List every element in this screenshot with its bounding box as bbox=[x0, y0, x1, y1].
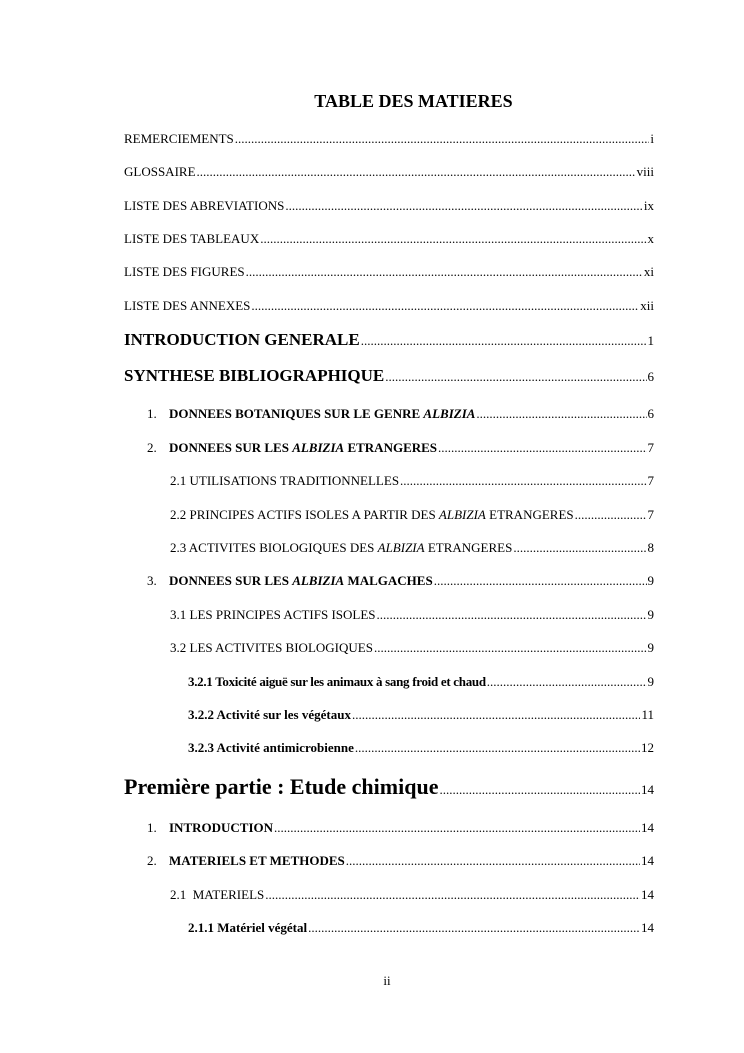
label-italic-part: ALBIZIA bbox=[377, 540, 425, 555]
toc-entry-introduction[interactable] bbox=[147, 820, 654, 836]
label-italic-part: ALBIZIA bbox=[292, 573, 345, 588]
dot-leader bbox=[476, 406, 646, 422]
toc-entry-number: 1. bbox=[147, 406, 157, 421]
toc-entry-label bbox=[147, 406, 475, 422]
toc-entry-page: 11 bbox=[641, 707, 654, 722]
page-title: TABLE DES MATIERES bbox=[314, 91, 513, 111]
toc-entry-materiels[interactable] bbox=[170, 887, 654, 903]
label-part: ETRANGERES bbox=[424, 540, 513, 555]
toc-entry-page: 6 bbox=[647, 369, 654, 384]
dot-leader bbox=[308, 920, 640, 936]
toc-entry-glossaire[interactable] bbox=[124, 164, 654, 180]
toc-entry-label: 2.1.1 Matériel végétal bbox=[188, 920, 308, 935]
toc-entry-page: 12 bbox=[641, 740, 654, 755]
toc-entry-label bbox=[170, 540, 512, 556]
toc-entry-page: 9 bbox=[647, 573, 654, 588]
toc-entry-label: 3.1 LES PRINCIPES ACTIFS ISOLES bbox=[170, 607, 376, 622]
label-part: MATERIELS ET METHODES bbox=[169, 853, 345, 868]
label-part: 2.3 ACTIVITES BIOLOGIQUES DES bbox=[170, 540, 378, 555]
label-italic-part: ALBIZIA bbox=[423, 406, 476, 421]
dot-leader bbox=[438, 440, 646, 456]
label-part: DONNEES SUR LES bbox=[169, 573, 293, 588]
toc-entry-label: 2.1 UTILISATIONS TRADITIONNELLES bbox=[170, 473, 400, 488]
toc-entry-tableaux[interactable] bbox=[124, 231, 654, 247]
toc-entry-page: 14 bbox=[641, 853, 654, 868]
toc-entry-principes-actifs-etrangeres[interactable] bbox=[170, 507, 654, 523]
dot-leader bbox=[434, 573, 647, 589]
toc-entry-label: LISTE DES TABLEAUX bbox=[124, 231, 260, 246]
dot-leader bbox=[285, 198, 643, 214]
toc-entry-page: 9 bbox=[647, 640, 654, 655]
toc-entry-page: 1 bbox=[647, 333, 654, 348]
toc-entry-page: ix bbox=[643, 198, 654, 213]
toc-entry-activites-etrangeres[interactable] bbox=[170, 540, 654, 556]
toc-entry-donnees-botaniques[interactable] bbox=[147, 406, 654, 422]
label-part: DONNEES SUR LES bbox=[169, 440, 293, 455]
toc-entry-donnees-etrangeres[interactable] bbox=[147, 440, 654, 456]
dot-leader bbox=[487, 674, 647, 690]
label-italic-part: ALBIZIA bbox=[438, 507, 486, 522]
toc-entry-page: 14 bbox=[641, 887, 654, 902]
toc-entry-abreviations[interactable] bbox=[124, 198, 654, 214]
toc-entry-synthese-bibliographique[interactable] bbox=[124, 366, 654, 386]
toc-entry-label: SYNTHESE BIBLIOGRAPHIQUE bbox=[124, 366, 385, 385]
dot-leader bbox=[346, 853, 640, 869]
dot-leader bbox=[352, 707, 641, 723]
toc-entry-materiel-vegetal[interactable] bbox=[188, 920, 654, 936]
toc-entry-page: 14 bbox=[641, 820, 654, 835]
toc-entry-page: 7 bbox=[647, 473, 654, 488]
toc-entry-activite-antimicrobienne[interactable] bbox=[188, 740, 654, 756]
dot-leader bbox=[400, 473, 646, 489]
dot-leader bbox=[260, 231, 646, 247]
toc-entry-number: 2. bbox=[147, 440, 157, 455]
page-number: ii bbox=[383, 973, 391, 988]
toc-entry-page: 8 bbox=[647, 540, 654, 555]
toc-entry-label bbox=[147, 853, 345, 869]
toc-entry-label: LISTE DES FIGURES bbox=[124, 264, 245, 279]
toc-entry-activites-biologiques[interactable] bbox=[170, 640, 654, 656]
dot-leader bbox=[513, 540, 646, 556]
dot-leader bbox=[374, 640, 647, 656]
toc-entry-page: 14 bbox=[641, 782, 654, 797]
toc-entry-number: 3. bbox=[147, 573, 157, 588]
toc-entry-page: 7 bbox=[647, 440, 654, 455]
toc-entry-page: x bbox=[647, 231, 654, 246]
dot-leader bbox=[235, 131, 650, 147]
dot-leader bbox=[439, 782, 640, 798]
toc-entry-materiels-methodes[interactable] bbox=[147, 853, 654, 869]
toc-entry-label: LISTE DES ANNEXES bbox=[124, 298, 251, 313]
toc-entry-page: 9 bbox=[647, 674, 654, 689]
dot-leader bbox=[377, 607, 647, 623]
toc-entry-page: viii bbox=[636, 164, 654, 179]
toc-entry-figures[interactable] bbox=[124, 264, 654, 280]
toc-entry-principes-actifs[interactable] bbox=[170, 607, 654, 623]
toc-entry-remerciements[interactable] bbox=[124, 131, 654, 147]
toc-entry-toxicite[interactable] bbox=[188, 674, 654, 690]
dot-leader bbox=[355, 740, 640, 756]
toc-entry-label bbox=[170, 507, 574, 523]
toc-entry-page: 6 bbox=[647, 406, 654, 421]
dot-leader bbox=[265, 887, 640, 903]
toc-entry-label: LISTE DES ABREVIATIONS bbox=[124, 198, 285, 213]
toc-entry-label: INTRODUCTION GENERALE bbox=[124, 330, 360, 349]
toc-entry-utilisations[interactable] bbox=[170, 473, 654, 489]
toc-entry-label: Première partie : Etude chimique bbox=[124, 774, 439, 799]
toc-entry-annexes[interactable] bbox=[124, 298, 654, 314]
toc-entry-number: 2. bbox=[147, 853, 157, 868]
label-part: INTRODUCTION bbox=[169, 820, 274, 835]
toc-entry-label: 3.2.3 Activité antimicrobienne bbox=[188, 740, 354, 755]
toc-entry-label bbox=[147, 440, 437, 456]
dot-leader bbox=[251, 298, 639, 314]
label-part: ETRANGERES bbox=[485, 507, 574, 522]
toc-entry-page: i bbox=[650, 131, 654, 146]
label-part: DONNEES BOTANIQUES SUR LE GENRE bbox=[169, 406, 424, 421]
label-italic-part: ALBIZIA bbox=[292, 440, 345, 455]
toc-entry-label bbox=[147, 820, 273, 836]
toc-entry-label: REMERCIEMENTS bbox=[124, 131, 234, 146]
toc-entry-page: xii bbox=[640, 298, 654, 313]
label-part: 2.2 PRINCIPES ACTIFS ISOLES A PARTIR DES bbox=[170, 507, 439, 522]
toc-entry-label: 2.1 MATERIELS bbox=[170, 887, 265, 902]
toc-entry-label: GLOSSAIRE bbox=[124, 164, 196, 179]
toc-entry-page: xi bbox=[643, 264, 654, 279]
toc-entry-activite-vegetaux[interactable] bbox=[188, 707, 654, 723]
toc-entry-premiere-partie[interactable] bbox=[124, 774, 654, 800]
label-part: MALGACHES bbox=[344, 573, 433, 588]
dot-leader bbox=[197, 164, 636, 180]
toc-entry-label: 3.2.2 Activité sur les végétaux bbox=[188, 707, 351, 722]
dot-leader bbox=[246, 264, 643, 280]
dot-leader bbox=[361, 333, 647, 349]
toc-entry-label bbox=[147, 573, 433, 589]
toc-entry-label: 3.2 LES ACTIVITES BIOLOGIQUES bbox=[170, 640, 373, 655]
dot-leader bbox=[575, 507, 647, 523]
dot-leader bbox=[385, 369, 646, 385]
toc-entry-number: 1. bbox=[147, 820, 157, 835]
dot-leader bbox=[274, 820, 640, 836]
toc-entry-page: 7 bbox=[647, 507, 654, 522]
toc-entry-introduction-generale[interactable] bbox=[124, 330, 654, 350]
toc-entry-label: 3.2.1 Toxicité aiguë sur les animaux à sang froid et chaud bbox=[188, 674, 486, 689]
toc-entry-page: 9 bbox=[647, 607, 654, 622]
label-part: ETRANGERES bbox=[344, 440, 438, 455]
toc-entry-donnees-malgaches[interactable] bbox=[147, 573, 654, 589]
toc-entry-page: 14 bbox=[641, 920, 654, 935]
